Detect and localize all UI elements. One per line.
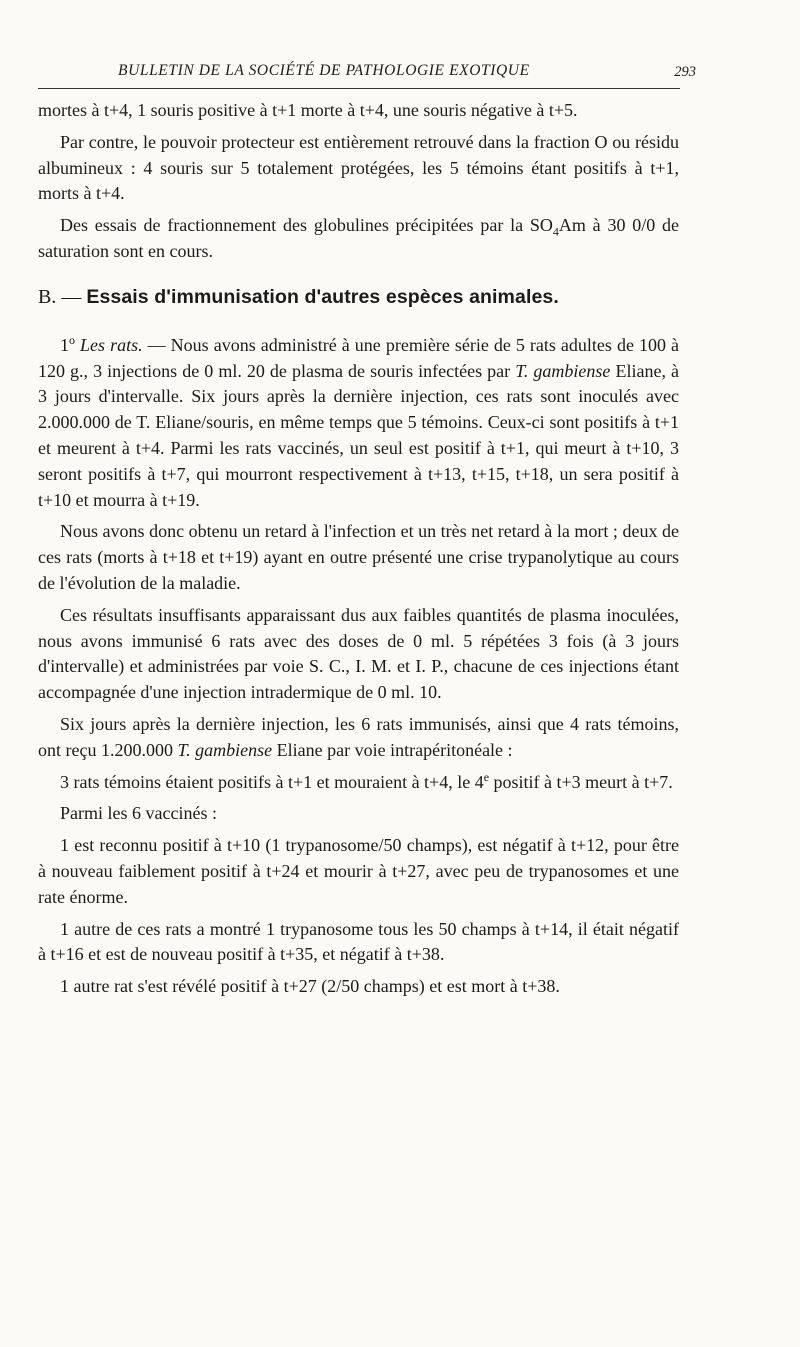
body-text [38, 98, 679, 1006]
paragraph-vaccinated: Parmi les 6 vaccinés : [60, 803, 217, 824]
header-rule [38, 88, 680, 89]
paragraph-six-days [38, 712, 679, 764]
paragraph-continuation: mortes à t+4, 1 souris positive à t+1 morte à t+4, une souris négative à t+5. [38, 100, 578, 120]
section-title: Essais d'immunisation d'autres espèces animales. [86, 285, 559, 308]
controls-sup: e [483, 769, 490, 784]
section-heading [38, 283, 679, 311]
controls-text-a: 3 rats témoins étaient positifs à t+1 et mouraient à t+4, le 4 [60, 771, 484, 792]
six-days-text-a: Six jours après la dernière injection, les 6 rats immunisés, ainsi que 4 rats témoins, ont reçu 1.200.000 [38, 713, 679, 760]
paragraph-rats [38, 333, 679, 514]
six-days-text-b: Eliane par voie intrapéritonéale : [272, 739, 513, 760]
paragraph-results: Ces résultats insuffisants apparaissant dus aux faibles quantités de plasma inoculées, nous avons immunisé 6 rats avec des doses de 0 ml. 5 répétées 3 fois (à 3 jours d'intervalle) et administrées par voie S. C., I. M. et I. P., chacune de ces injections étant accompagnée d'une injection intradermique de 0 ml. 10. [38, 604, 679, 703]
rats-text-a: — Nous avons administré à une première série de 5 rats adultes de 100 à 120 g., 3 injections de 0 ml. 20 de plasma de souris infectées par [38, 334, 680, 381]
rats-text-b: Eliane, à 3 jours d'intervalle. Six jours après la dernière injection, ces rats sont inoculés avec 2.000.000 de T. Eliane/souris, en même temps que 5 témoins. Ceux-ci sont positifs à t+1 et meurent à t+4. Parmi les rats vaccinés, un seul est positif à t+1, qui meurt à t+10, 3 seront positifs à t+7, qui mourront respectivement à t+13, t+15, t+18, un sera positif à t+10 et mourra à t+19. [38, 360, 679, 510]
six-days-species: T. gambiense [177, 739, 273, 760]
fractionation-text-a: Des essais de fractionnement des globulines précipitées par la SO [60, 215, 553, 236]
paragraph-rat-one: 1 est reconnu positif à t+10 (1 trypanosome/50 champs), est négatif à t+12, pour être à nouveau faiblement positif à t+24 et mourir à t+27, avec peu de trypanosomes et une rate énorme. [38, 835, 679, 907]
controls-text-b: positif à t+3 meurt à t+7. [489, 771, 673, 792]
page-number: 293 [674, 64, 696, 80]
paragraph-controls [38, 770, 679, 796]
fractionation-text-b: Am à 30 0/0 de saturation sont en cours. [38, 215, 679, 261]
sulfate-subscript: 4 [552, 224, 559, 239]
rats-number-sup: o [69, 332, 75, 347]
paragraph-protective-power: Par contre, le pouvoir protecteur est entièrement retrouvé dans la fraction O ou résidu albumineux : 4 souris sur 5 totalement protégées, les 5 témoins étant positifs à t+1, morts à t+4. [38, 131, 679, 204]
paragraph-retard: Nous avons donc obtenu un retard à l'infection et un très net retard à la mort ; deux de ces rats (morts à t+18 et t+19) ayant en outre présenté une crise trypanolytique au cours de l'évolution de la maladie. [38, 521, 679, 593]
running-head [38, 62, 696, 84]
rats-species: T. gambiense [515, 360, 611, 381]
rats-number: 1 [60, 334, 69, 355]
paragraph-rat-two: 1 autre de ces rats a montré 1 trypanosome tous les 50 champs à t+14, il était négatif à t+16 et est de nouveau positif à t+35, et négatif à t+38. [38, 918, 679, 965]
rats-lead: Les rats. [80, 334, 143, 355]
paragraph-rat-three: 1 autre rat s'est révélé positif à t+27 (2/50 champs) et est mort à t+38. [60, 976, 560, 997]
section-letter: B. — [38, 285, 82, 308]
running-title: BULLETIN DE LA SOCIÉTÉ DE PATHOLOGIE EXOTIQUE [118, 62, 530, 79]
paragraph-fractionation [38, 213, 679, 265]
